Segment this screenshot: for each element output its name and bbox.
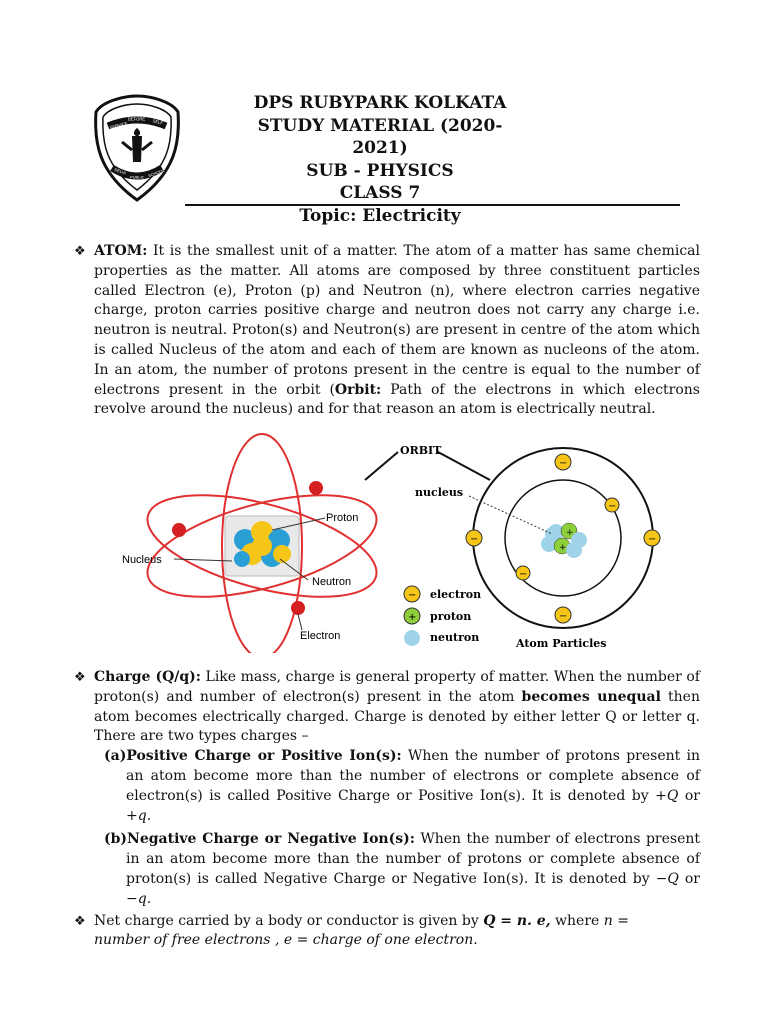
legend-proton-label: proton (430, 610, 472, 623)
positive-symbol-q: +Q (655, 787, 679, 804)
legend-electron-symbol: − (408, 590, 417, 601)
document-header (0, 92, 768, 226)
net-charge-n-def: n = (603, 912, 629, 929)
atom-term: ATOM: (94, 243, 148, 259)
logo-text-bottom: PUBLIC (130, 174, 145, 180)
negative-charge-label: (b)Negative Charge or Negative Ion(s): (104, 831, 415, 848)
svg-text:−: − (559, 458, 568, 469)
atom-diagram (112, 428, 672, 653)
study-material-title: STUDY MATERIAL (2020-2021) (257, 115, 503, 158)
orbit-term: Orbit: (334, 381, 382, 398)
net-charge-formula: Q = n. e, (483, 912, 551, 929)
svg-text:−: − (648, 534, 657, 545)
positive-end: . (146, 807, 152, 824)
proton-label: Proton (326, 512, 359, 524)
svg-text:+: + (559, 543, 567, 553)
negative-charge-text: When the number of electrons present in an atom become more than the number of protons or complete absence of proton(s) is called Negative Charge or Negative Ion(s). It is denoted by (126, 831, 701, 887)
negative-or: or (678, 870, 700, 887)
diamond-bullet-icon: ❖ (74, 670, 86, 685)
logo-text-top-left: SERVICE (109, 120, 129, 130)
positive-symbol-small-q: +q (126, 807, 147, 824)
school-crest-logo (92, 92, 182, 204)
nucleus-label-right: nucleus (415, 486, 464, 499)
positive-charge-label: (a)Positive Charge or Positive Ion(s): (104, 748, 402, 765)
net-charge-paragraph (74, 912, 700, 952)
atom-paragraph (74, 242, 700, 420)
negative-symbol-q: −Q (655, 870, 679, 887)
legend-electron-label: electron (430, 588, 482, 601)
svg-text:+: + (566, 528, 574, 538)
logo-text-top-right: SELF (152, 118, 164, 126)
title-underline (185, 204, 680, 206)
positive-charge-text: When the number of protons present in an atom become more than the number of electrons or complete absence of electron(s) is called Positive Charge or Positive Ion(s). It is denoted by (126, 748, 701, 804)
class-title: CLASS 7 (339, 183, 421, 203)
atom-model-left (122, 434, 387, 653)
topic-title: Topic: Electricity (299, 205, 461, 226)
charge-text-1: Like mass, charge is general property of matter. When the number of proton(s) and number of electron(s) present in the atom (94, 669, 700, 705)
neutron-label: Neutron (312, 576, 352, 588)
svg-text:−: − (559, 611, 568, 622)
svg-text:−: − (519, 569, 528, 580)
diamond-bullet-icon: ❖ (74, 244, 86, 259)
header-titles (230, 92, 530, 227)
net-charge-text-1: Net charge carried by a body or conductor is given by (94, 912, 484, 929)
atom-section (74, 242, 700, 420)
orbit-label: ORBIT (400, 444, 442, 457)
net-charge-text-2: where (550, 912, 604, 929)
atom-particles-title: Atom Particles (516, 637, 607, 650)
nucleus-label-left: Nucleus (122, 554, 162, 566)
charge-term: Charge (Q/q): (94, 669, 201, 685)
legend-proton-symbol: + (408, 612, 417, 623)
positive-charge-item (80, 747, 700, 826)
svg-text:−: − (470, 534, 479, 545)
charge-paragraph (74, 668, 700, 747)
legend-neutron-label: neutron (430, 631, 480, 644)
particle-legend (404, 586, 606, 650)
logo-text-bottom-left: DELHI (113, 166, 127, 176)
negative-charge-item (80, 830, 700, 909)
school-name: DPS RUBYPARK KOLKATA (253, 93, 507, 113)
charge-text-2: then atom becomes electrically charged. Charge is denoted by either letter Q or letter q. There are two types charges – (94, 688, 700, 745)
negative-symbol-small-q: −q (126, 890, 147, 907)
negative-end: . (146, 890, 152, 907)
atom-text-2: Path of the electrons in which electrons revolve around the nucleus) and for that reason an atom is electrically neutral. (94, 381, 700, 418)
logo-text-bottom-right: SCHOOL (147, 167, 166, 179)
logo-text-top: BEFORE (128, 116, 146, 122)
charge-section (74, 668, 700, 951)
svg-text:−: − (608, 501, 617, 512)
net-charge-definitions: number of free electrons , e = charge of one electron. (94, 932, 478, 949)
charge-emphasis: becomes unequal (521, 688, 661, 705)
electron-label-left: Electron (300, 630, 341, 642)
positive-or: or (678, 787, 700, 804)
subject-title: SUB - PHYSICS (306, 160, 454, 181)
diamond-bullet-icon: ❖ (74, 913, 86, 929)
atom-text-1: It is the smallest unit of a matter. The atom of a matter has same chemical properties as the matter. All atoms are composed by three constituent particles called Electron (e), Proton (p) and Neutron (n), where electron carries negative charge, proton carries positive charge and neutron does not carry any charge i.e. neutron is neutral. Proton(s) and Neutron(s) are present in centre of the atom which is called Nucleus of the atom and each of them are known as nucleons of the atom. In an atom, the number of protons present in the centre is equal to the number of electrons present in the orbit ( (94, 243, 700, 398)
